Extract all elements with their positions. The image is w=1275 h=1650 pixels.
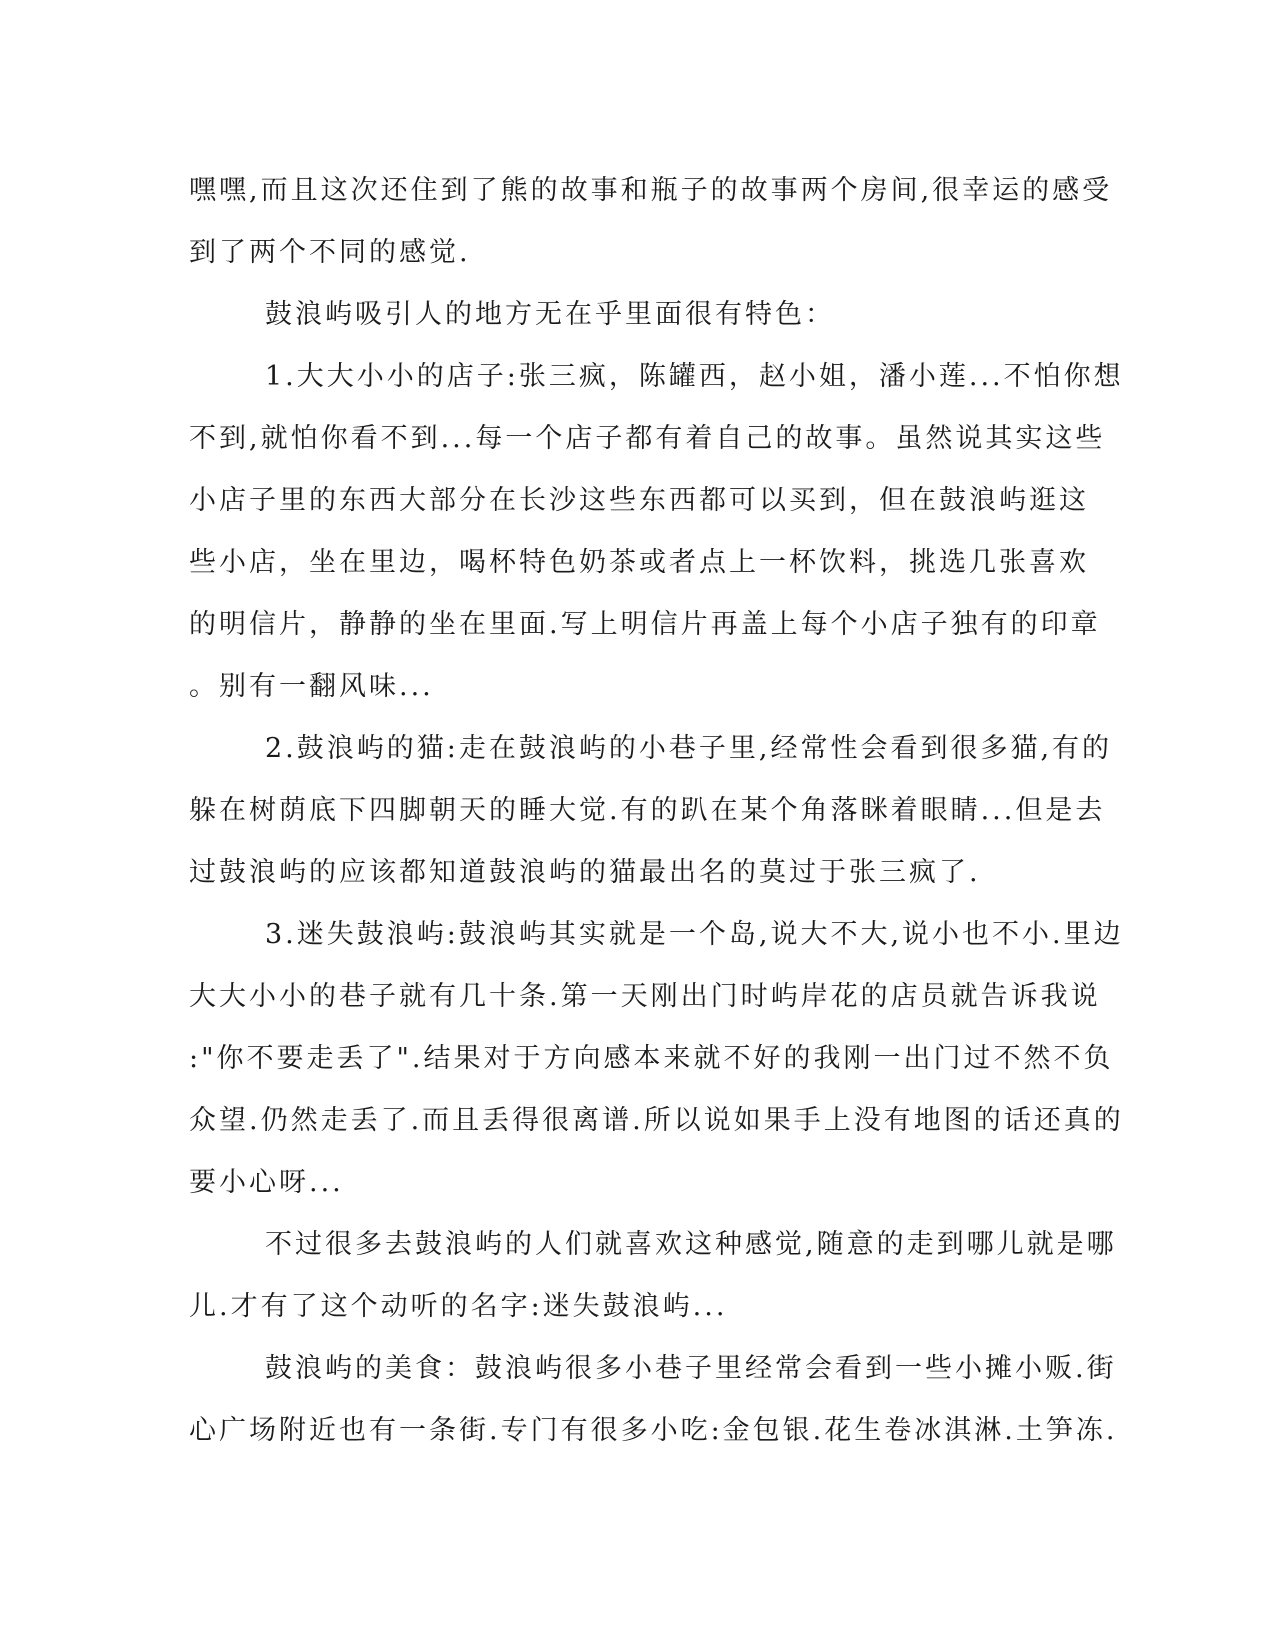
text-line: 儿.才有了这个动听的名字:迷失鼓浪屿... — [189, 1291, 728, 1322]
text-line: 心广场附近也有一条街.专门有很多小吃:金包银.花生卷冰淇淋.土笋冻. — [189, 1415, 1118, 1446]
text-line: 2.鼓浪屿的猫:走在鼓浪屿的小巷子里,经常性会看到很多猫,有的 — [265, 733, 1113, 764]
text-line: 众望.仍然走丢了.而且丢得很离谱.所以说如果手上没有地图的话还真的 — [189, 1105, 1124, 1136]
text-line: 小店子里的东西大部分在长沙这些东西都可以买到，但在鼓浪屿逛这 — [189, 485, 1089, 516]
text-line: 大大小小的巷子就有几十条.第一天刚出门时屿岸花的店员就告诉我说 — [189, 981, 1101, 1012]
text-line: 不过很多去鼓浪屿的人们就喜欢这种感觉,随意的走到哪儿就是哪 — [265, 1229, 1117, 1260]
text-line: :"你不要走丢了".结果对于方向感本来就不好的我刚一出门过不然不负 — [189, 1043, 1114, 1074]
text-line: 鼓浪屿吸引人的地方无在乎里面很有特色： — [265, 299, 835, 330]
text-line: 。别有一翻风味... — [189, 671, 434, 702]
text-line: 过鼓浪屿的应该都知道鼓浪屿的猫最出名的莫过于张三疯了. — [189, 857, 981, 888]
text-line: 鼓浪屿的美食：鼓浪屿很多小巷子里经常会看到一些小摊小贩.街 — [265, 1353, 1117, 1384]
text-line: 到了两个不同的感觉. — [189, 237, 471, 268]
text-line: 躲在树荫底下四脚朝天的睡大觉.有的趴在某个角落眯着眼睛...但是去 — [189, 795, 1106, 826]
text-line: 不到,就怕你看不到...每一个店子都有着自己的故事。虽然说其实这些 — [189, 423, 1106, 454]
text-line: 的明信片，静静的坐在里面.写上明信片再盖上每个小店子独有的印章 — [189, 609, 1101, 640]
text-line: 1.大大小小的店子:张三疯，陈罐西，赵小姐，潘小莲...不怕你想 — [265, 361, 1124, 392]
text-line: 要小心呀... — [189, 1167, 344, 1198]
article-body — [189, 160, 1124, 1462]
text-line: 嘿嘿,而且这次还住到了熊的故事和瓶子的故事两个房间,很幸运的感受 — [189, 175, 1113, 206]
text-line: 3.迷失鼓浪屿:鼓浪屿其实就是一个岛,说大不大,说小也不小.里边 — [265, 919, 1124, 950]
text-line: 些小店，坐在里边，喝杯特色奶茶或者点上一杯饮料，挑选几张喜欢 — [189, 547, 1089, 578]
